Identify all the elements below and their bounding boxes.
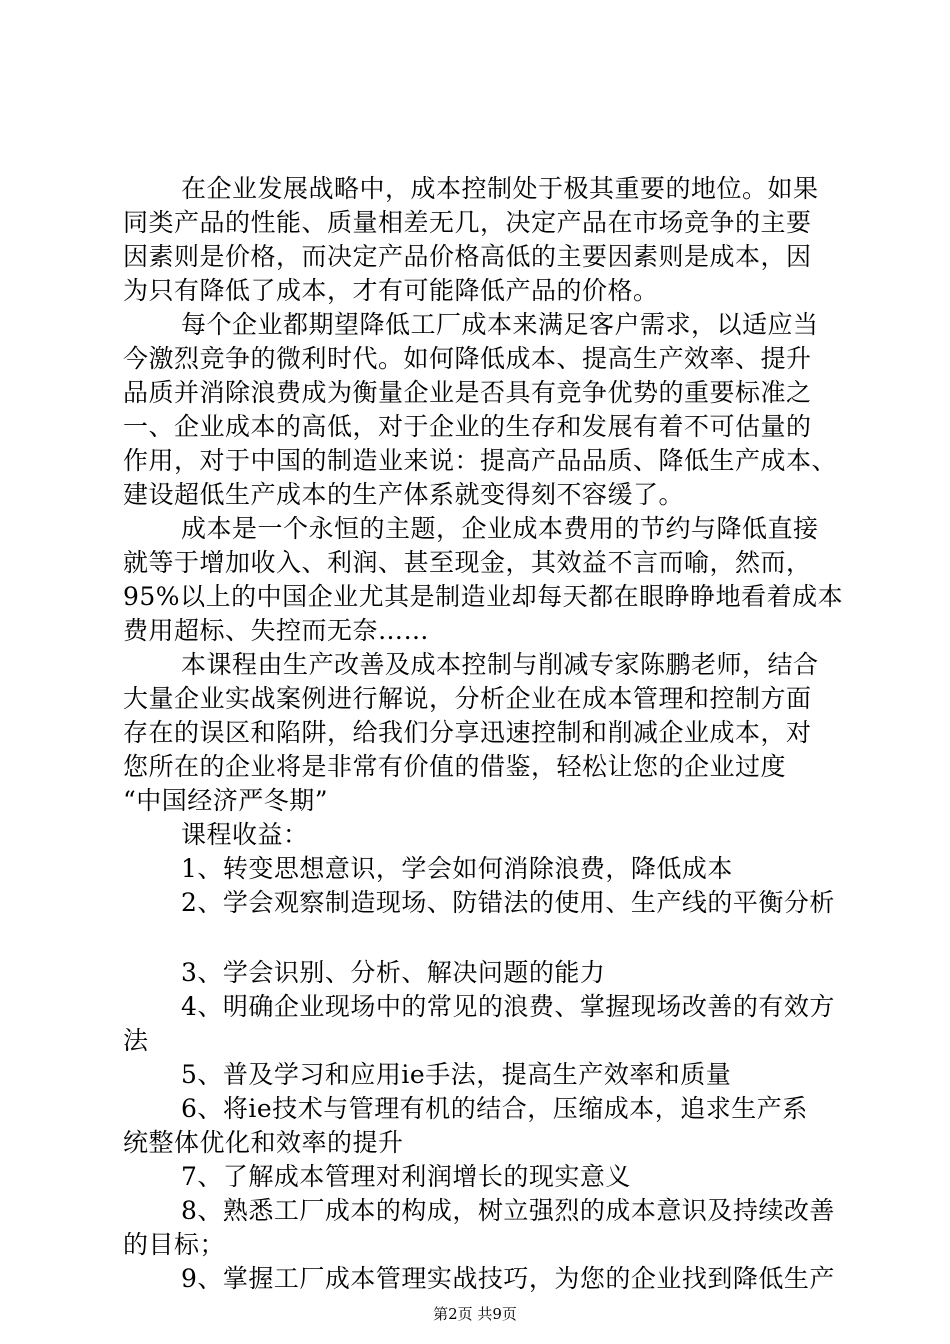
- paragraph-1-line-1: 在企业发展战略中，成本控制处于极其重要的地位。如果: [181, 174, 819, 203]
- benefit-item-7: 7、了解成本管理对利润增长的现实意义: [181, 1162, 631, 1191]
- paragraph-2-line-3: 品质并消除浪费成为衡量企业是否具有竞争优势的重要标准之: [123, 378, 812, 407]
- paragraph-1-line-3: 因素则是价格，而决定产品价格高低的主要因素则是成本，因: [123, 242, 812, 271]
- benefit-item-6-line-2: 统整体优化和效率的提升: [123, 1128, 404, 1157]
- paragraph-2-line-6: 建设超低生产成本的生产体系就变得刻不容缓了。: [123, 480, 685, 509]
- paragraph-3-line-2: 就等于增加收入、利润、甚至现金，其效益不言而喻，然而，: [123, 548, 812, 577]
- benefit-item-5: 5、普及学习和应用ie手法，提高生产效率和质量: [181, 1060, 732, 1089]
- paragraph-2-line-4: 一、企业成本的高低，对于企业的生存和发展有着不可估量的: [123, 412, 812, 441]
- paragraph-4-line-5: “中国经济严冬期”: [123, 786, 329, 815]
- benefit-item-8-line-1: 8、熟悉工厂成本的构成，树立强烈的成本意识及持续改善: [181, 1196, 835, 1225]
- paragraph-4-line-2: 大量企业实战案例进行解说，分析企业在成本管理和控制方面: [123, 684, 812, 713]
- paragraph-2-line-2: 今激烈竞争的微利时代。如何降低成本、提高生产效率、提升: [123, 344, 812, 373]
- benefit-item-8-line-2: 的目标；: [123, 1230, 226, 1259]
- paragraph-4-line-3: 存在的误区和陷阱，给我们分享迅速控制和削减企业成本，对: [123, 718, 812, 747]
- benefit-item-3: 3、学会识别、分析、解决问题的能力: [181, 958, 606, 987]
- paragraph-3-line-4: 费用超标、失控而无奈……: [123, 616, 430, 645]
- benefit-item-2: 2、学会观察制造现场、防错法的使用、生产线的平衡分析: [181, 888, 835, 917]
- paragraph-4-line-4: 您所在的企业将是非常有价值的借鉴，轻松让您的企业过度: [123, 752, 787, 781]
- benefit-item-4-line-2: 法: [123, 1026, 149, 1055]
- benefits-heading: 课程收益：: [181, 820, 309, 849]
- benefit-item-9-line-1: 9、掌握工厂成本管理实战技巧，为您的企业找到降低生产: [181, 1264, 835, 1293]
- benefit-item-4-line-1: 4、明确企业现场中的常见的浪费、掌握现场改善的有效方: [181, 992, 835, 1021]
- paragraph-2-line-5: 作用，对于中国的制造业来说：提高产品品质、降低生产成本、: [123, 446, 838, 475]
- paragraph-3-line-1: 成本是一个永恒的主题，企业成本费用的节约与降低直接: [181, 514, 819, 543]
- paragraph-1-line-4: 为只有降低了成本，才有可能降低产品的价格。: [123, 276, 659, 305]
- paragraph-2-line-1: 每个企业都期望降低工厂成本来满足客户需求，以适应当: [181, 310, 819, 339]
- benefit-item-1: 1、转变思想意识，学会如何消除浪费，降低成本: [181, 854, 733, 883]
- benefit-item-6-line-1: 6、将ie技术与管理有机的结合，压缩成本，追求生产系: [181, 1094, 808, 1123]
- paragraph-1-line-2: 同类产品的性能、质量相差无几，决定产品在市场竞争的主要: [123, 208, 812, 237]
- paragraph-3-line-3: 95%以上的中国企业尤其是制造业却每天都在眼睁睁地看着成本: [123, 582, 844, 611]
- paragraph-4-line-1: 本课程由生产改善及成本控制与削减专家陈鹏老师，结合: [181, 650, 819, 679]
- page-footer: 第2页 共9页: [433, 1305, 517, 1323]
